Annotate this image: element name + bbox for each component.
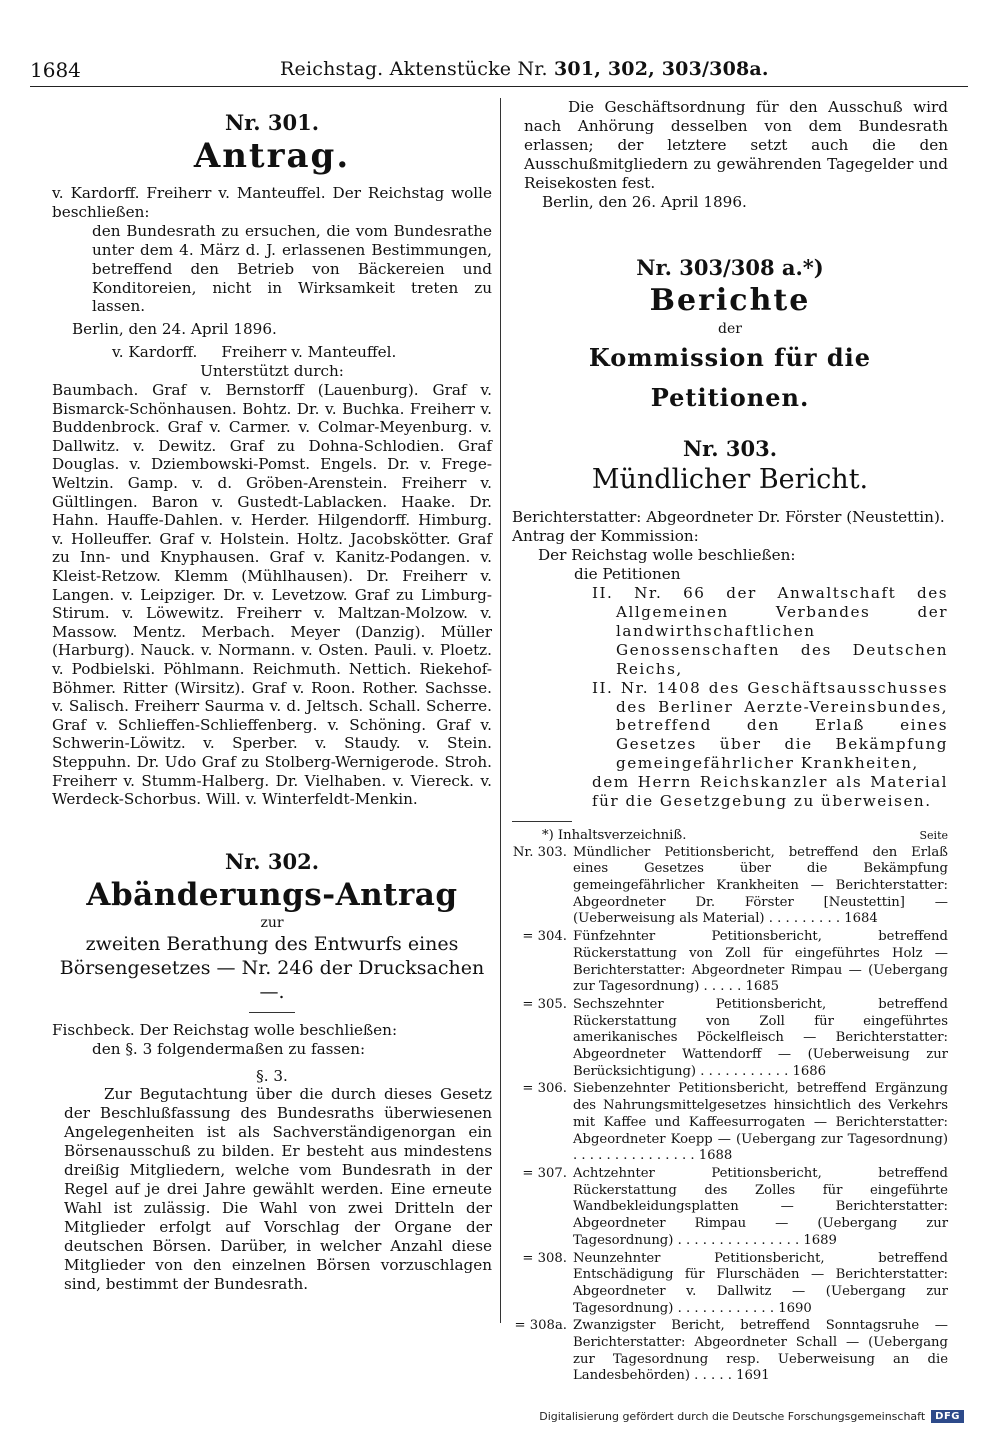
nr-302-instruction: den §. 3 folgendermaßen zu fassen:: [92, 1039, 366, 1058]
toc-entry-text: Siebenzehnter Petitionsbericht, betreffend Ergänzung des Nahrungsmittelgesetzes hinsichtlich des Verkehrs mit Kaffee und Kaffeesurrogaten — Berichterstatter: Abgeordneter Koepp — (Uebergang zur Tagesordnung) . . . . . . . . . . . . . . . 1688: [573, 1081, 948, 1164]
toc-entry-text: Fünfzehnter Petitionsbericht, betreffend Rückerstattung von Zoll für eingeführtes Holz — Berichterstatter: Abgeordneter Rimpau — (Uebergang zur Tagesordnung) . . . . . 1685: [573, 929, 948, 995]
nr-302-number: Nr. 302.: [224, 848, 320, 874]
nr-302-continuation: Die Geschäftsordnung für den Ausschuß wird nach Anhörung desselben von dem Bundesrath erlassen; der letztere setzt auch die den Ausschußmitgliedern zu gewährenden Tagegelder und Reisekosten fest.: [524, 98, 948, 192]
toc-entry-number: = 307.: [522, 1166, 567, 1181]
running-head-numbers: 301, 302, 303/308a.: [553, 58, 769, 80]
nr-301-supported: Unterstützt durch:: [200, 362, 344, 381]
toc-entry-number: = 305.: [522, 996, 567, 1012]
toc-entry-number: Nr. 303.: [512, 844, 567, 860]
nr-301-supporters: Baumbach. Graf v. Bernstorff (Lauenburg). Graf v. Bismarck-Schönhausen. Bohtz. Dr. v. Buchka. Freiherr v. Buddenbrock. Graf v. Carmer. v. Colmar-Meyenburg. v. Dallwitz. v. Dewitz. Graf zu Dohna-Schlodien. Graf Douglas. v. Dziembowski-Pomst. Engels. Dr. v. Frege-Weltzin. Gamp. v. d. Gröben-Arenstein. Freiherr v. Gültlingen. Baron v. Gustedt-Lablacken. Haake. Dr. Hahn. Hauffe-Dahlen. v. Herder. Hilgendorff. Himburg. v. Holleuffer. Graf v. Holstein. Holtz. Jacobskötter. Graf zu Inn- und Knyphausen. Graf v. Kanitz-Podangen. v. Kleist-Retzow. Klemm (Mühlhausen). Dr. Freiherr v. Langen. v. Leipziger. Dr. v. Levetzow. Graf zu Limburg-Stirum. v. Löwewitz. Freiherr v. Maltzan-Molzow. v. Massow. Mentz. Merbach. Meyer (Danzig). Müller (Harburg). Nauck. v. Normann. v. Osten. Pauli. v. Ploetz. v. Podbielski. Pöhlmann. Reichmuth. Nettich. Riekehof-Böhmer. Ritter (Wirsitz). Graf v. Roon. Rother. Sachsse. v. Salisch. Freiherr Saurma v. d. Jeltsch. Schall. Scherre. Graf v. Schlieffen-Schlieffenberg. v. Schöning. Graf v. Schwerin-Löwitz. v. Sperber. v. Staudy. v. Stein. Steppuhn. Dr. Udo Graf zu Stolberg-Wernigerode. Stroh. Freiherr v. Stumm-Halberg. Dr. Vielhaben. v. Viereck. v. Werdeck-Schorbus. Will. v. Winterfeldt-Menkin.: [52, 381, 492, 809]
nr-301-intro: v. Kardorff. Freiherr v. Manteuffel. Der Reichstag wolle beschließen:: [52, 184, 492, 221]
divider: [249, 1012, 295, 1013]
toc-entry: [512, 845, 948, 929]
page-number: 1684: [30, 58, 81, 82]
nr-301-date: Berlin, den 24. April 1896.: [72, 320, 277, 339]
berichte-der: der: [718, 321, 742, 338]
nr-302-intro: Fischbeck. Der Reichstag wolle beschließen:: [52, 1020, 398, 1039]
right-column: [512, 98, 948, 1386]
table-of-contents: [512, 828, 948, 1385]
toc-entry-number: = 308.: [522, 1250, 567, 1266]
toc-heading: *) Inhaltsverzeichniß.: [542, 827, 687, 843]
toc-entry-text: Sechszehnter Petitionsbericht, betreffend Rückerstattung von Zoll für eingeführtes amerikanisches Pöckelfleisch — Berichterstatter: Abgeordneter Wattendorff — (Ueberweisung zur Berücksichtigung) . . . . . . . . . . . 1686: [573, 996, 948, 1079]
toc-entry: [512, 1166, 948, 1250]
nr-302-date: Berlin, den 26. April 1896.: [542, 192, 747, 211]
nr-303-item1: II. Nr. 66 der Anwaltschaft des Allgemeinen Verbandes der landwirthschaftlichen Genossenschaften des Deutschen Reichs,: [592, 584, 948, 678]
toc-entry: [512, 1251, 948, 1318]
nr-301-number: Nr. 301.: [224, 110, 320, 135]
nr-303-closing: dem Herrn Reichskanzler als Material für die Gesetzgebung zu überweisen.: [592, 773, 948, 811]
berichte-subtitle: Kommission für die Petitionen.: [588, 343, 872, 413]
digitization-credit: [539, 1410, 964, 1423]
left-column: [52, 98, 492, 1293]
toc-entry-number: = 304.: [522, 929, 567, 945]
nr-303-line2: die Petitionen: [574, 565, 681, 584]
page-header: [30, 58, 968, 87]
dfg-logo: DFG: [931, 1410, 964, 1423]
toc-entry: [512, 1081, 948, 1165]
berichte-title: Berichte: [649, 283, 811, 319]
toc-header: [512, 828, 948, 845]
toc-entry-number: = 306.: [522, 1081, 567, 1097]
column-divider: [500, 98, 501, 1323]
footnote-divider: [512, 821, 572, 822]
nr-303-line1: Der Reichstag wolle beschließen:: [538, 546, 796, 565]
nr-302-subtitle: zweiten Berathung des Entwurfs eines Börsengesetzes — Nr. 246 der Drucksachen —.: [59, 932, 485, 1003]
toc-entry-text: Mündlicher Petitionsbericht, betreffend den Erlaß eines Gesetzes über die Bekämpfung gemeingefährlicher Krankheiten — Berichterstatter: Abgeordneter Dr. Förster [Neustettin] — (Ueberweisung als Material) . . . . . . . . . 1684: [573, 844, 948, 927]
nr-303-308-number: Nr. 303/308 a.*): [636, 255, 824, 281]
credit-text: Digitalisierung gefördert durch die Deutsche Forschungsgemeinschaft: [539, 1410, 926, 1423]
toc-entry-text: Zwanzigster Bericht, betreffend Sonntagsruhe — Berichterstatter: Abgeordneter Schall — (Uebergang zur Tagesordnung resp. Ueberweisung an die Landesbehörden) . . . . . 1691: [573, 1318, 948, 1384]
toc-entry: [512, 929, 948, 996]
nr-303-number: Nr. 303.: [682, 436, 778, 462]
running-head-text: Reichstag. Aktenstücke Nr.: [280, 58, 554, 80]
running-head: [280, 58, 769, 80]
toc-entry-text: Achtzehnter Petitionsbericht, betreffend Rückerstattung des Zolles für eingeführte Wandbekleidungsplatten — Berichterstatter: Abgeordneter Rimpau — (Uebergang zur Tagesordnung) . . . . . . . . . . . . . . . 1689: [573, 1166, 948, 1248]
nr-302-body: Zur Begutachtung über die durch dieses Gesetz der Beschlußfassung des Bundesraths überwiesenen Angelegenheiten ist als Sachverständigenorgan ein Börsenausschuß zu bilden. Er besteht aus mindestens dreißig Mitgliedern, welche vom Bundesrath in der Regel auf je drei Jahre gewählt werden. Eine erneute Wahl ist zulässig. Die Wahl von zwei Dritteln der Mitglieder erfolgt auf Vorschlag der Organe der deutschen Börsen. Darüber, in welcher Anzahl diese Mitglieder von den einzelnen Börsen vorzuschlagen sind, bestimmt der Bundesrath.: [64, 1085, 492, 1293]
nr-301-signatures: v. Kardorff. Freiherr v. Manteuffel.: [112, 343, 397, 362]
nr-303-item2: II. Nr. 1408 des Geschäftsausschusses des Berliner Aerzte-Vereinsbundes, betreffend den Erlaß eines Gesetzes über die Bekämpfung gemeingefährlicher Krankheiten,: [592, 678, 948, 773]
nr-301-title: Antrag.: [193, 136, 351, 176]
nr-302-title: Abänderungs-Antrag: [86, 876, 458, 913]
toc-entry-number: = 308a.: [514, 1318, 567, 1334]
toc-entry-text: Neunzehnter Petitionsbericht, betreffend Entschädigung für Flurschäden — Berichterstatter: Abgeordneter v. Dallwitz — (Uebergang zur Tagesordnung) . . . . . . . . . . . . 1690: [573, 1250, 948, 1316]
nr-301-body: den Bundesrath zu ersuchen, die vom Bundesrathe unter dem 4. März d. J. erlassenen Bestimmungen, betreffend den Betrieb von Bäckereien und Konditoreien, nicht in Wirksamkeit treten zu lassen.: [92, 221, 492, 316]
nr-303-title: Mündlicher Bericht.: [591, 464, 869, 496]
nr-302-para-sign: §. 3.: [256, 1066, 288, 1085]
toc-entry: [512, 997, 948, 1081]
nr-303-motion: Antrag der Kommission:: [512, 527, 699, 546]
nr-303-reporter: Berichterstatter: Abgeordneter Dr. Förster (Neustettin).: [512, 508, 945, 527]
nr-302-zur: zur: [260, 914, 284, 931]
toc-entry: [512, 1318, 948, 1385]
toc-page-label: Seite: [919, 828, 948, 842]
